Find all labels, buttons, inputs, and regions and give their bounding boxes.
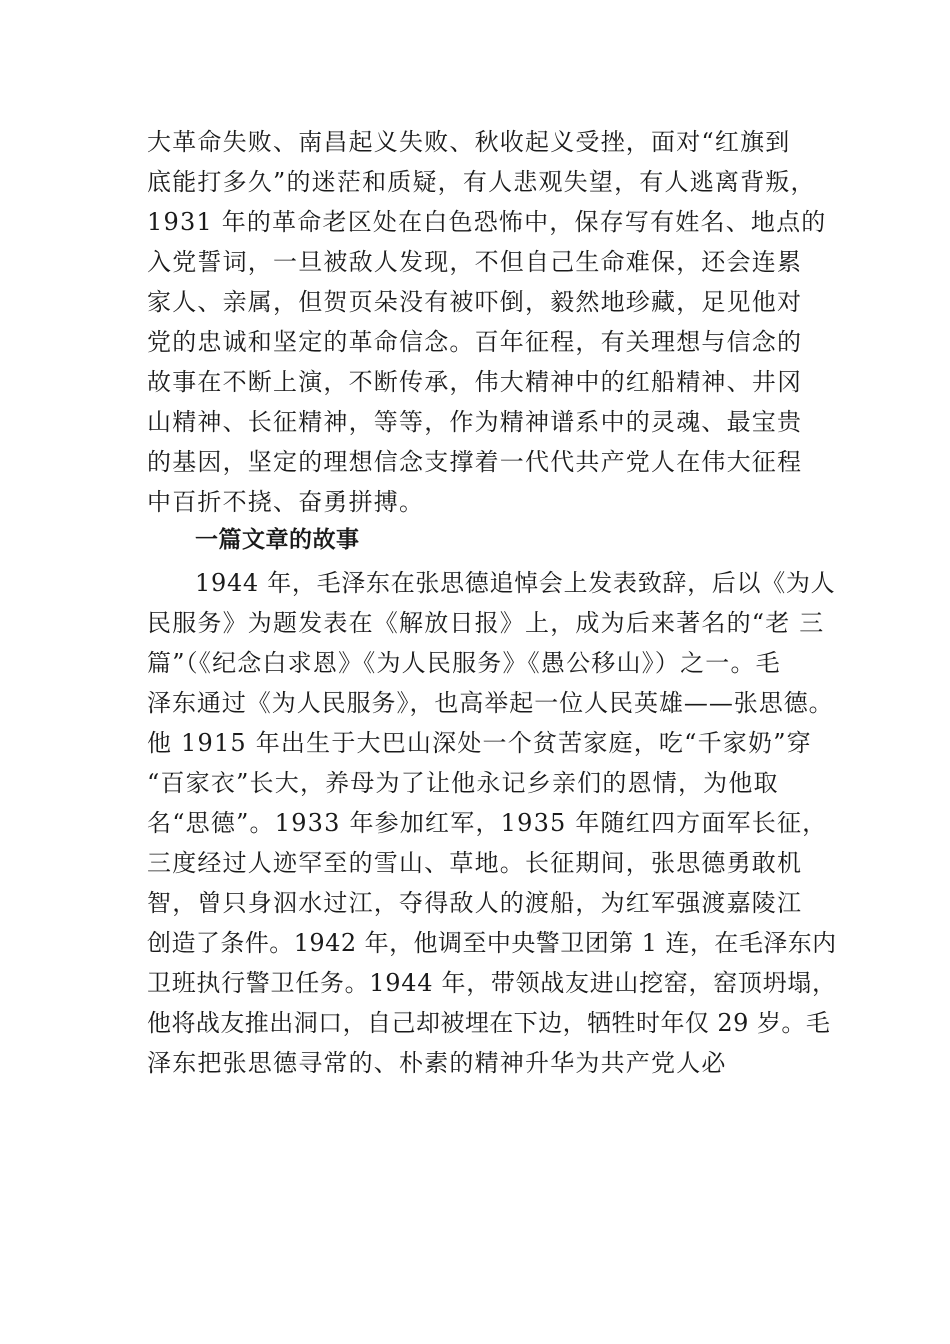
paragraph-1-line-10: 中百折不挠、奋勇拼搏。 [147,488,425,516]
paragraph-2-line-5: 他 1915 年出生于大巴山深处一个贫苦家庭，吃“千家奶”穿 [147,729,812,757]
paragraph-1-line-8: 山精神、长征精神，等等，作为精神谱系中的灵魂、最宝贵 [147,408,803,436]
paragraph-1-line-5: 家人、亲属，但贺页朵没有被吓倒，毅然地珍藏，足见他对 [147,288,803,316]
paragraph-1-line-9: 的基因，坚定的理想信念支撑着一代代共产党人在伟大征程 [147,448,803,476]
paragraph-1-line-6: 党的忠诚和坚定的革命信念。百年征程，有关理想与信念的 [147,328,803,356]
section-heading: 一篇文章的故事 [195,527,360,553]
paragraph-2-line-6: “百家衣”长大，养母为了让他永记乡亲们的恩情，为他取 [147,769,779,797]
paragraph-2-line-9: 智，曾只身泅水过江，夺得敌人的渡船，为红军强渡嘉陵江 [147,889,803,917]
paragraph-2-line-4: 泽东通过《为人民服务》，也高举起一位人民英雄——张思德。 [147,689,834,717]
paragraph-1-line-2: 底能打多久”的迷茫和质疑，有人悲观失望，有人逃离背叛， [147,168,816,196]
paragraph-2-line-1: 1944 年，毛泽东在张思德追悼会上发表致辞，后以《为人 [195,569,836,597]
paragraph-2-line-2: 民服务》为题发表在《解放日报》上，成为后来著名的“老 三 [147,609,825,637]
paragraph-2-line-10: 创造了条件。1942 年，他调至中央警卫团第 1 连，在毛泽东内 [147,929,837,957]
paragraph-2-line-13: 泽东把张思德寻常的、朴素的精神升华为共产党人必 [147,1049,727,1077]
paragraph-1-line-3: 1931 年的革命老区处在白色恐怖中，保存写有姓名、地点的 [147,208,827,236]
paragraph-2-line-12: 他将战友推出洞口，自己却被埋在下边，牺牲时年仅 29 岁。毛 [147,1009,831,1037]
paragraph-1-line-1: 大革命失败、南昌起义失败、秋收起义受挫，面对“红旗到 [147,128,791,156]
paragraph-1-line-4: 入党誓词，一旦被敌人发现，不但自己生命难保，还会连累 [147,248,803,276]
paragraph-2-line-8: 三度经过人迹罕至的雪山、草地。长征期间，张思德勇敢机 [147,849,803,877]
paragraph-2-line-7: 名“思德”。1933 年参加红军，1935 年随红四方面军长征， [147,809,828,837]
paragraph-2-line-3: 篇”（《纪念白求恩》《为人民服务》《愚公移山》）之一。毛 [147,649,781,677]
paragraph-2-line-11: 卫班执行警卫任务。1944 年，带领战友进山挖窑，窑顶坍塌， [147,969,837,997]
paragraph-1-line-7: 故事在不断上演，不断传承，伟大精神中的红船精神、井冈 [147,368,803,396]
